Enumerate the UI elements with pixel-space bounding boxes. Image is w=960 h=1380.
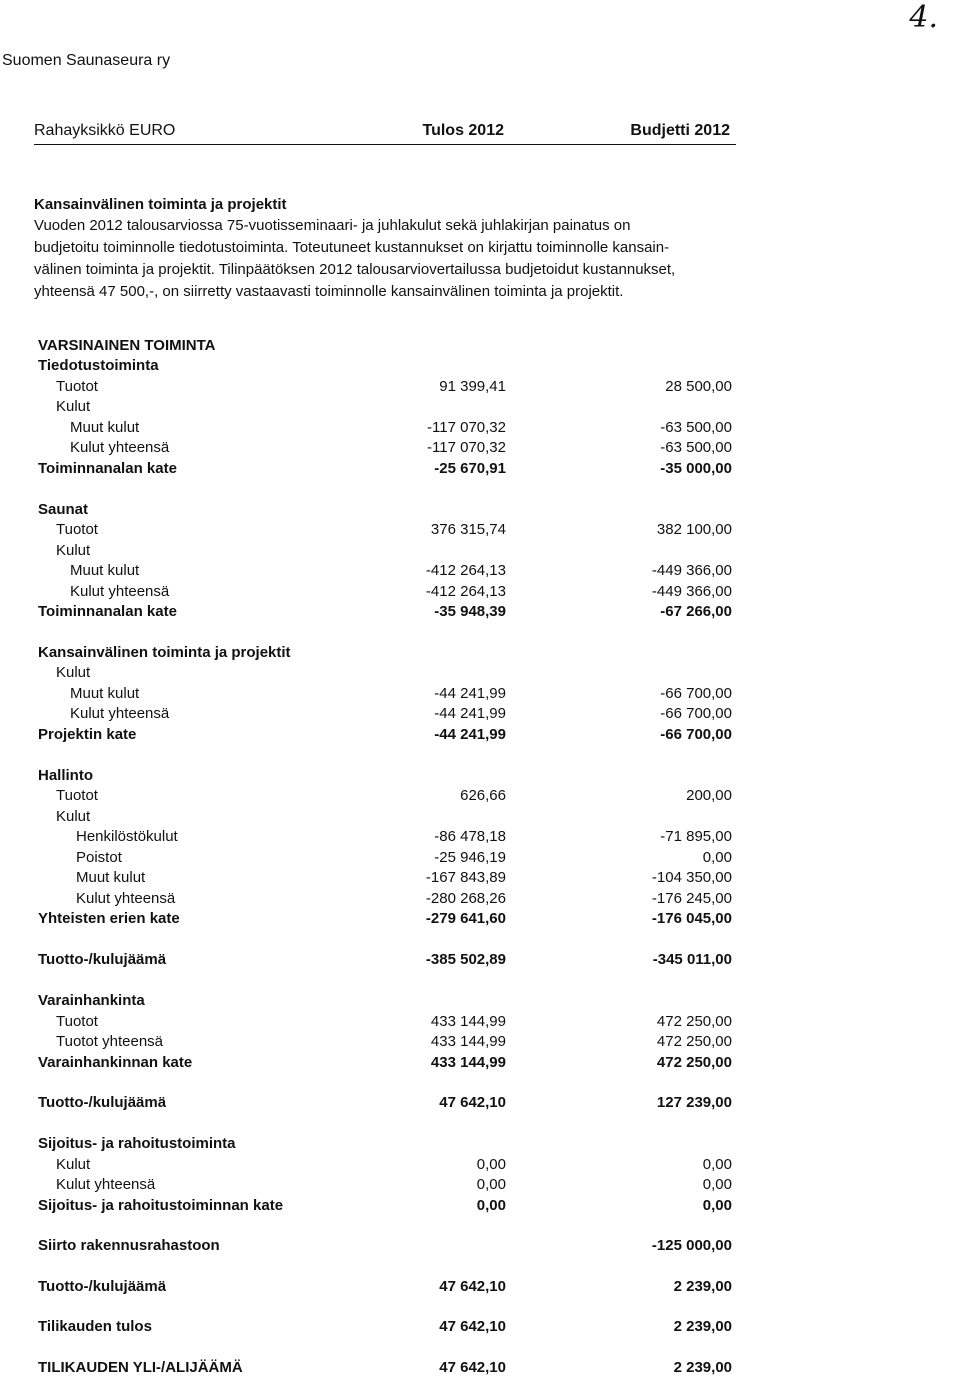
statement-row — [0, 1155, 960, 1175]
statement-row — [0, 397, 960, 417]
statement-row — [0, 786, 960, 806]
statement-row — [0, 950, 960, 970]
statement-row — [0, 725, 960, 745]
row-label: Kulut yhteensä — [56, 1176, 156, 1193]
result-2012-value: 0,00 — [476, 1176, 506, 1193]
statement-row — [0, 582, 960, 602]
row-label: Toiminnanalan kate — [38, 603, 177, 620]
statement-row — [0, 1032, 960, 1052]
result-2012-header: Tulos 2012 — [422, 122, 504, 139]
intro-title: Kansainvälinen toiminta ja projektit — [34, 196, 287, 213]
row-label: Tuotto-/kulujäämä — [38, 1278, 167, 1295]
row-label: TILIKAUDEN YLI-/ALIJÄÄMÄ — [38, 1359, 243, 1376]
result-2012-value: 626,66 — [460, 787, 506, 804]
statement-row — [0, 336, 960, 356]
result-2012-value: -117 070,32 — [427, 419, 506, 436]
result-2012-value: -279 641,60 — [425, 910, 506, 927]
budget-2012-value: 2 239,00 — [673, 1318, 732, 1335]
statement-row — [0, 418, 960, 438]
statement-row — [0, 827, 960, 847]
budget-2012-value: 472 250,00 — [656, 1033, 732, 1050]
result-2012-value: 47 642,10 — [439, 1278, 506, 1295]
budget-2012-value: -67 266,00 — [660, 603, 732, 620]
statement-row — [0, 991, 960, 1011]
row-label: Sijoitus- ja rahoitustoiminta — [38, 1135, 236, 1152]
budget-2012-value: 0,00 — [702, 1176, 732, 1193]
result-2012-value: 47 642,10 — [439, 1359, 506, 1376]
row-label: Henkilöstökulut — [76, 828, 178, 845]
row-label: Tuotot — [56, 1013, 98, 1030]
statement-row — [0, 909, 960, 929]
result-2012-value: -44 241,99 — [434, 705, 506, 722]
row-label: Tiedotustoiminta — [38, 357, 159, 374]
budget-2012-value: -66 700,00 — [660, 726, 732, 743]
row-label: Saunat — [38, 501, 89, 518]
budget-2012-value: 0,00 — [702, 849, 732, 866]
row-label: Siirto rakennusrahastoon — [38, 1237, 220, 1254]
row-label: Tuotot — [56, 521, 98, 538]
row-label: Varainhankinta — [38, 992, 145, 1009]
intro-line: budjetoitu toiminnolle tiedotustoiminta. Toteutuneet kustannukset on kirjattu toiminnolle kansain- — [34, 239, 670, 256]
row-label: Tuotto-/kulujäämä — [38, 951, 167, 968]
row-label: Kulut — [56, 542, 91, 559]
result-2012-value: 47 642,10 — [439, 1094, 506, 1111]
page-number-mark: 4. — [909, 0, 938, 35]
statement-row — [0, 1317, 960, 1337]
organization-name: Suomen Saunaseura ry — [2, 52, 171, 69]
statement-row — [0, 1175, 960, 1195]
result-2012-value: 0,00 — [476, 1197, 506, 1214]
intro-note — [34, 195, 774, 303]
budget-2012-value: 0,00 — [702, 1197, 732, 1214]
result-2012-value: 433 144,99 — [430, 1033, 506, 1050]
result-2012-value: -412 264,13 — [425, 583, 506, 600]
result-2012-value: -412 264,13 — [425, 562, 506, 579]
statement-row — [0, 561, 960, 581]
budget-2012-value: -176 245,00 — [651, 890, 732, 907]
statement-row — [0, 643, 960, 663]
column-header — [34, 122, 736, 145]
row-label: Kulut — [56, 808, 91, 825]
result-2012-value: -25 670,91 — [434, 460, 506, 477]
row-label: Poistot — [76, 849, 122, 866]
row-label: Kansainvälinen toiminta ja projektit — [38, 644, 291, 661]
budget-2012-value: -63 500,00 — [660, 419, 732, 436]
statement-row — [0, 889, 960, 909]
result-2012-value: 0,00 — [476, 1156, 506, 1173]
budget-2012-value: 472 250,00 — [656, 1013, 732, 1030]
statement-row — [0, 1053, 960, 1073]
result-2012-value: -35 948,39 — [434, 603, 506, 620]
statement-row — [0, 684, 960, 704]
result-2012-value: 376 315,74 — [430, 521, 506, 538]
result-2012-value: 433 144,99 — [430, 1013, 506, 1030]
row-label: Kulut — [56, 398, 91, 415]
budget-2012-header: Budjetti 2012 — [630, 122, 730, 139]
result-2012-value: -44 241,99 — [434, 726, 506, 743]
budget-2012-value: 2 239,00 — [673, 1359, 732, 1376]
budget-2012-value: -345 011,00 — [652, 951, 732, 968]
result-2012-value: 47 642,10 — [439, 1318, 506, 1335]
budget-2012-value: 28 500,00 — [665, 378, 732, 395]
row-label: Kulut yhteensä — [70, 705, 170, 722]
budget-2012-value: -104 350,00 — [651, 869, 732, 886]
budget-2012-value: 127 239,00 — [656, 1094, 732, 1111]
result-2012-value: -385 502,89 — [425, 951, 506, 968]
budget-2012-value: -71 895,00 — [660, 828, 732, 845]
statement-row — [0, 520, 960, 540]
budget-2012-value: 200,00 — [686, 787, 732, 804]
row-label: Kulut yhteensä — [70, 439, 170, 456]
row-label: Muut kulut — [70, 419, 140, 436]
result-2012-value: -25 946,19 — [434, 849, 506, 866]
budget-2012-value: -449 366,00 — [651, 562, 732, 579]
statement-row — [0, 541, 960, 561]
result-2012-value: -167 843,89 — [425, 869, 506, 886]
budget-2012-value: 0,00 — [702, 1156, 732, 1173]
statement-row — [0, 1358, 960, 1378]
statement-row — [0, 1196, 960, 1216]
statement-row — [0, 1093, 960, 1113]
statement-row — [0, 848, 960, 868]
statement-row — [0, 438, 960, 458]
budget-2012-value: 472 250,00 — [656, 1054, 732, 1071]
row-label: Varainhankinnan kate — [38, 1054, 193, 1071]
statement-row — [0, 377, 960, 397]
budget-2012-value: 382 100,00 — [656, 521, 732, 538]
statement-row — [0, 663, 960, 683]
intro-line: yhteensä 47 500,-, on siirretty vastaavasti toiminnolle kansainvälinen toiminta ja projektit. — [34, 283, 624, 300]
statement-row — [0, 807, 960, 827]
result-2012-value: 91 399,41 — [439, 378, 506, 395]
row-label: Yhteisten erien kate — [38, 910, 180, 927]
statement-row — [0, 459, 960, 479]
statement-row — [0, 1236, 960, 1256]
statement-row — [0, 868, 960, 888]
budget-2012-value: -449 366,00 — [651, 583, 732, 600]
row-label: Kulut yhteensä — [70, 583, 170, 600]
row-label: Kulut yhteensä — [76, 890, 176, 907]
budget-2012-value: -176 045,00 — [651, 910, 732, 927]
statement-row — [0, 1277, 960, 1297]
row-label: Muut kulut — [70, 562, 140, 579]
row-label: Kulut — [56, 664, 91, 681]
budget-2012-value: 2 239,00 — [673, 1278, 732, 1295]
row-label: Tilikauden tulos — [38, 1318, 152, 1335]
row-label: Projektin kate — [38, 726, 137, 743]
budget-2012-value: -63 500,00 — [660, 439, 732, 456]
currency-unit-label: Rahayksikkö EURO — [34, 122, 176, 139]
row-label: Sijoitus- ja rahoitustoiminnan kate — [38, 1197, 284, 1214]
result-2012-value: -86 478,18 — [434, 828, 506, 845]
statement-row — [0, 356, 960, 376]
row-label: Kulut — [56, 1156, 91, 1173]
row-label: Toiminnanalan kate — [38, 460, 177, 477]
result-2012-value: -117 070,32 — [427, 439, 506, 456]
row-label: Tuotot yhteensä — [56, 1033, 164, 1050]
statement-row — [0, 500, 960, 520]
row-label: Muut kulut — [70, 685, 140, 702]
row-label: Muut kulut — [76, 869, 146, 886]
statement-row — [0, 766, 960, 786]
budget-2012-value: -66 700,00 — [660, 705, 732, 722]
row-label: Tuotot — [56, 787, 98, 804]
statement-row — [0, 1012, 960, 1032]
statement-row — [0, 602, 960, 622]
statement-row — [0, 1134, 960, 1154]
intro-line: Vuoden 2012 talousarviossa 75-vuotisseminaari- ja juhlakulut sekä juhlakirjan painatus on — [34, 217, 631, 234]
row-label: Hallinto — [38, 767, 93, 784]
budget-2012-value: -125 000,00 — [651, 1237, 732, 1254]
row-label: Tuotto-/kulujäämä — [38, 1094, 167, 1111]
statement-row — [0, 704, 960, 724]
row-label: Tuotot — [56, 378, 98, 395]
result-2012-value: -280 268,26 — [425, 890, 506, 907]
result-2012-value: -44 241,99 — [434, 685, 506, 702]
row-label: VARSINAINEN TOIMINTA — [38, 337, 216, 354]
budget-2012-value: -66 700,00 — [660, 685, 732, 702]
result-2012-value: 433 144,99 — [430, 1054, 506, 1071]
budget-2012-value: -35 000,00 — [660, 460, 732, 477]
intro-line: välinen toiminta ja projektit. Tilinpäätöksen 2012 talousarviovertailussa budjetoidut kustannukset, — [34, 261, 676, 278]
